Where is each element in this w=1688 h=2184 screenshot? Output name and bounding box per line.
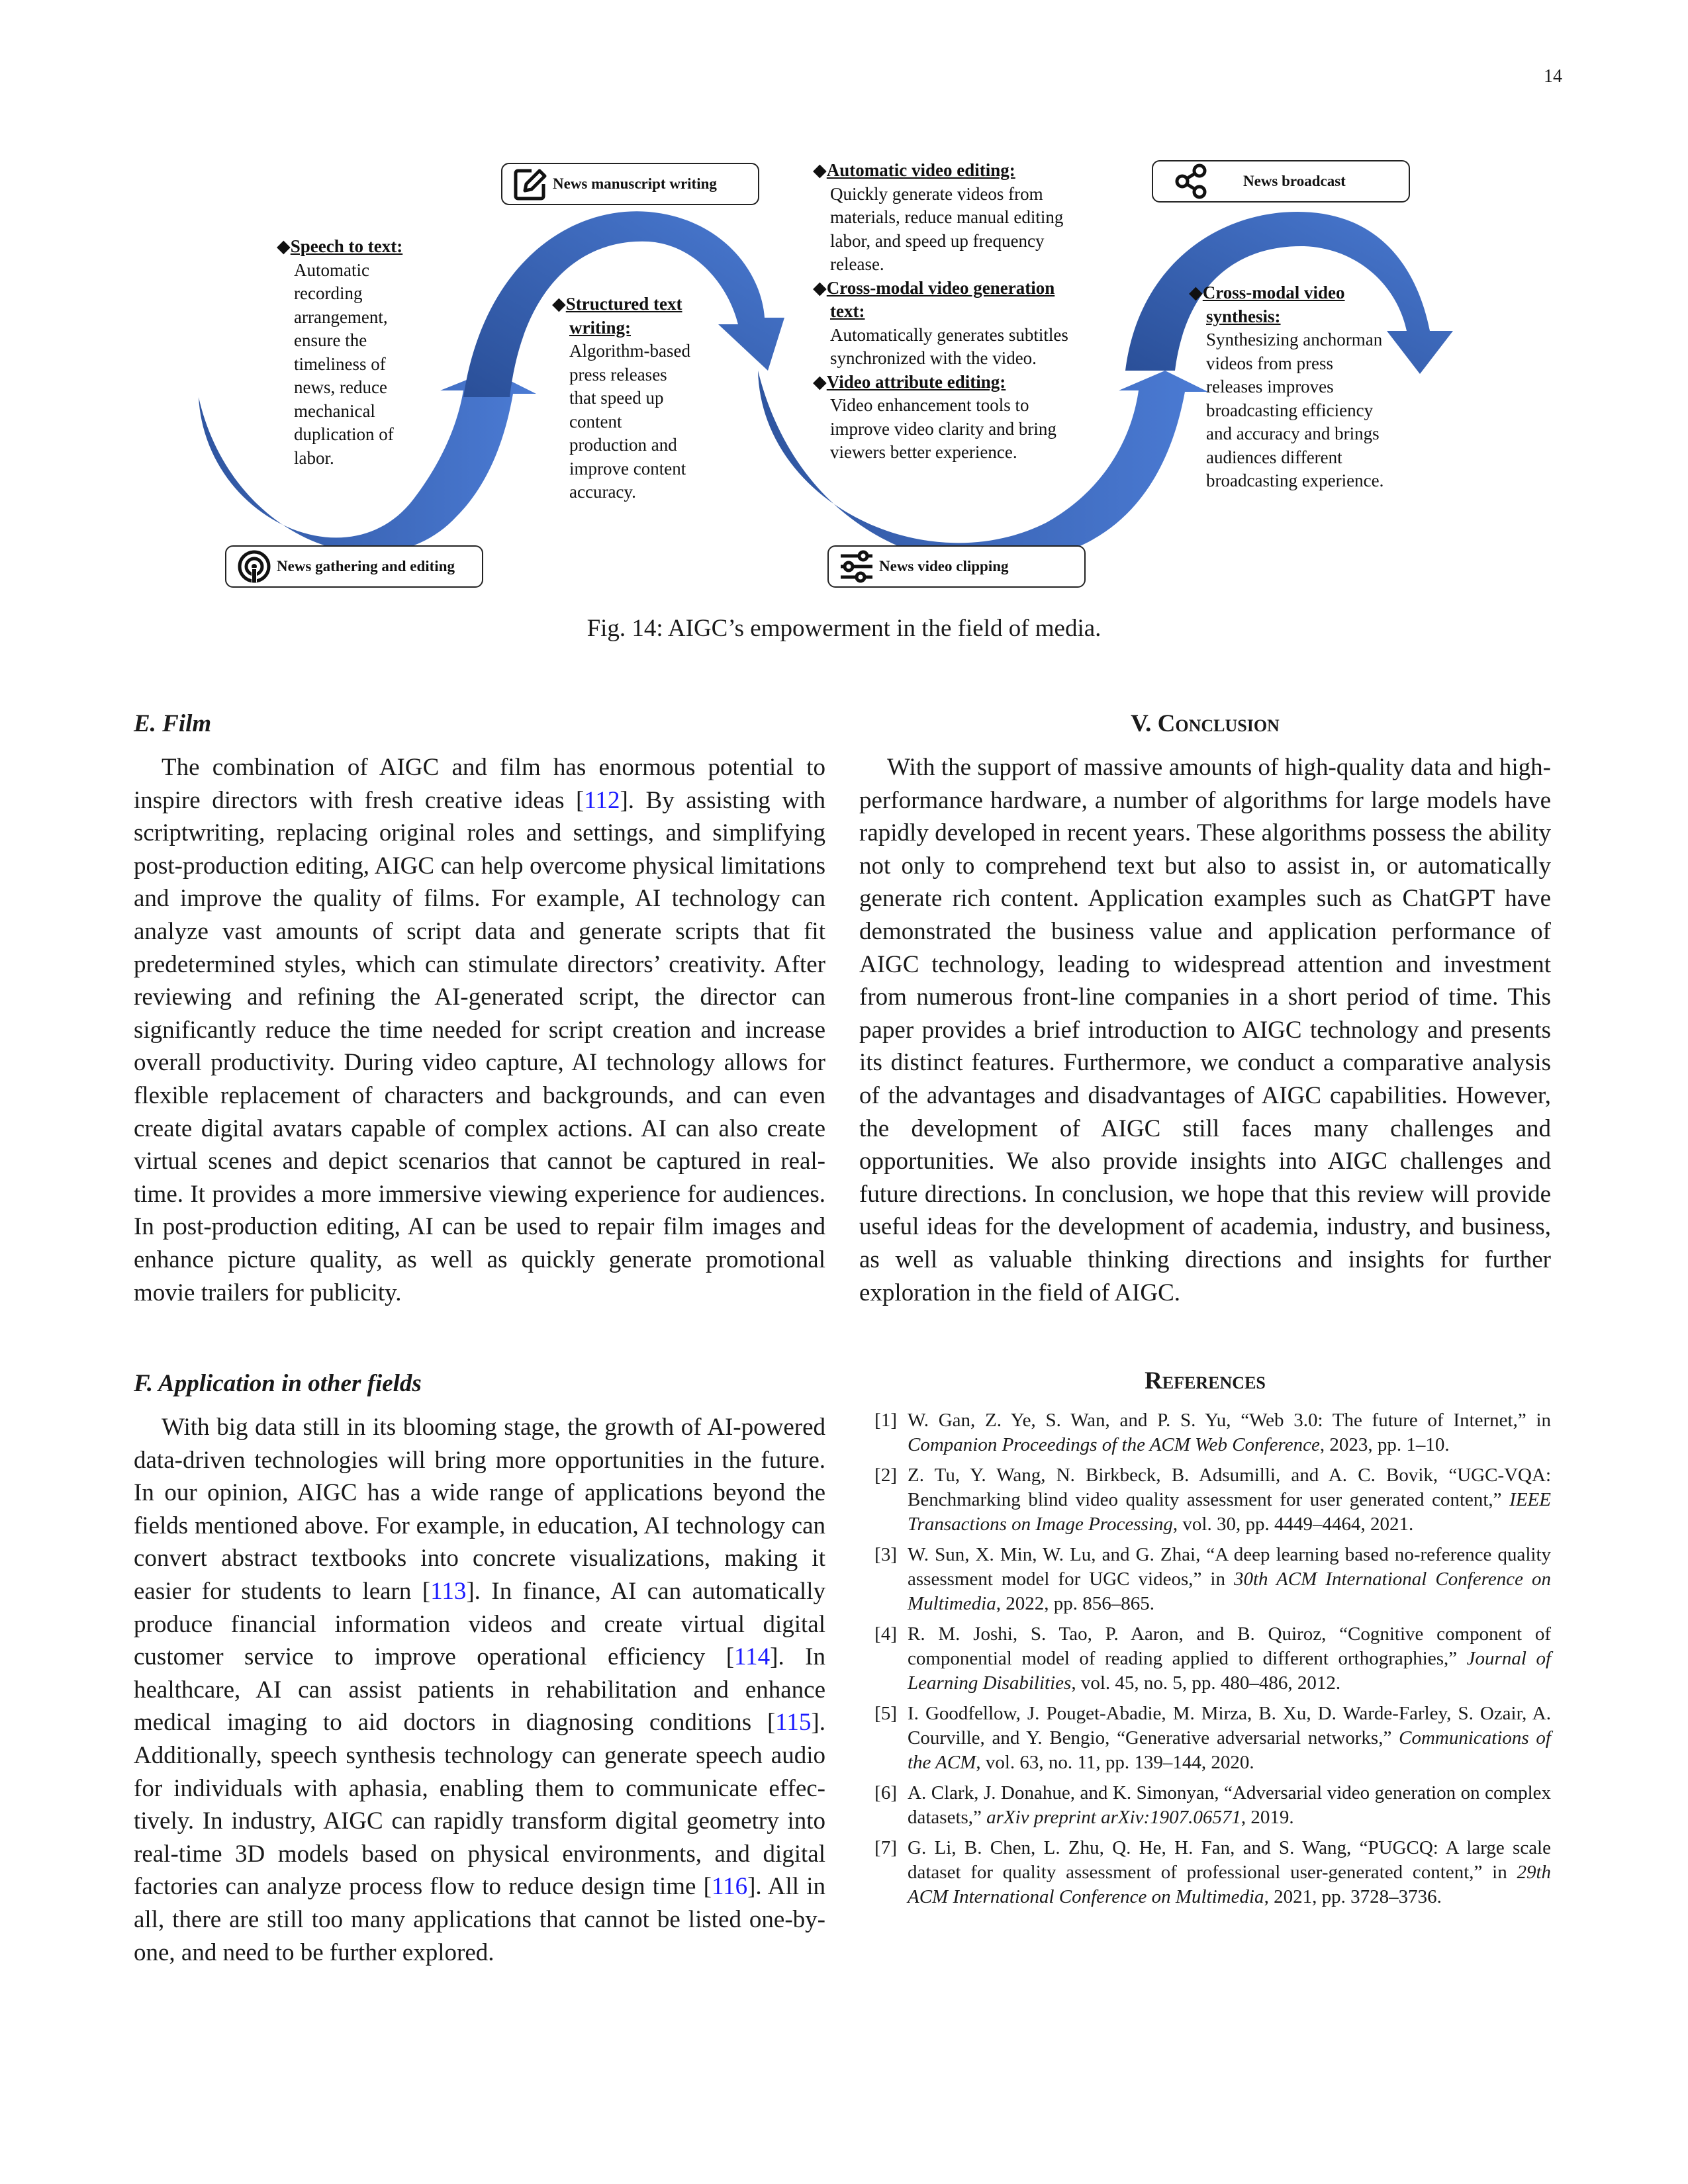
reference-number: [6] [874, 1782, 897, 1804]
structured-line: press releases [569, 364, 667, 385]
speech-line: arrangement, [294, 306, 388, 327]
cross-gen-heading: Cross-modal video generation [826, 277, 1055, 298]
right-column [859, 705, 1551, 1915]
film-text: The combination of AIGC and film has enormous potential to inspire directors with fresh creative ideas [ [134, 754, 825, 814]
news-clipping-label: News video clipping [879, 558, 1009, 574]
reference-text: I. Goodfellow, J. Pouget-Abadie, M. Mirza, B. Xu, D. Warde-Farley, S. Ozair, A. Courville, and Y. Bengio, “Generative adversarial networks,” Communications of the ACM, vol. 63, no. 11, pp. 139–144, 2020. [908, 1703, 1551, 1774]
structured-heading: Structured text [565, 294, 682, 314]
news-broadcast-box [1152, 160, 1410, 203]
citation-link[interactable]: 114 [734, 1643, 771, 1671]
cross-syn-line: broadcasting efficiency [1206, 400, 1374, 420]
cross-gen-line: synchronized with the video. [830, 348, 1037, 368]
reference-number: [3] [874, 1544, 897, 1566]
reference-number: [5] [874, 1703, 897, 1725]
reference-item [859, 1622, 1551, 1696]
speech-line: timeliness of [294, 353, 386, 374]
section-heading-references: References [1145, 1367, 1266, 1395]
reference-venue: arXiv preprint arXiv:1907.06571 [986, 1807, 1241, 1829]
news-gathering-box [225, 545, 483, 588]
citation-link[interactable]: 116 [711, 1873, 748, 1901]
structured-line: content [569, 411, 622, 432]
reference-item [859, 1463, 1551, 1537]
attr-edit-heading: Video attribute editing: [826, 371, 1006, 392]
other-text: With big data still in its blooming stage, the growth of AI-powered data-driven technologies will bring more opportunities in the future. In our opinion, AIGC has a wide range of applications beyond the fields mentioned above. For example, in education, AI technology can convert abstract textbooks into concrete visualizations, making it easier for students to learn [ [134, 1414, 825, 1606]
speech-line: recording [294, 283, 363, 303]
attr-edit-line: viewers better experience. [830, 442, 1017, 462]
figure-14 [0, 0, 1688, 662]
cross-gen-heading-2: text: [830, 301, 865, 321]
reference-venue: Companion Proceedings of the ACM Web Conference [908, 1434, 1320, 1456]
reference-text: G. Li, B. Chen, L. Zhu, Q. He, H. Fan, and S. Wang, “PUGCQ: A large scale dataset for quality assessment of professional user-generated content,” in 29th ACM International Conference on Multimedia, 2021, pp. 3728–3736. [908, 1837, 1551, 1908]
other-text: ]. In finance, AI can automatically produce financial information videos and create virtual digital customer service to improve operational efficiency [ [134, 1578, 825, 1671]
news-gathering-label: News gathering and editing [277, 558, 455, 574]
reference-list [859, 1408, 1551, 1909]
citation-link[interactable]: 112 [584, 786, 620, 814]
speech-to-text-block: ◆Speech to text: Automatic recording arrangement, ensure the timeliness of news, reduce mechanical duplication of labor. [277, 235, 442, 470]
speech-heading: Speech to text: [290, 236, 403, 256]
news-clipping-box [827, 545, 1086, 588]
structured-line: accuracy. [569, 482, 636, 502]
video-editing-block: ◆Automatic video editing: Quickly generate videos from materials, reduce manual editing labor, and speed up frequency release. ◆Cross-modal video generation text: Automatically generates subtitles synchronized with the video. ◆Video attribute editing: Video enhancement tools to improve video clarity and bring viewers better experience. [813, 159, 1104, 465]
reference-venue: 29th ACM International Conference on Multimedia [908, 1862, 1551, 1908]
reference-item [859, 1836, 1551, 1909]
other-text: ]. Additionally, speech synthesis technology can generate speech audio for individuals with aphasia, enabling them to communicate effectively. In industry, AIGC can rapidly transform digital geometry into real-time 3D models based on physical environments, and digital factories can analyze process flow to reduce design time [ [134, 1709, 825, 1901]
cross-syn-line: Synthesizing anchorman [1206, 330, 1383, 349]
reference-text: Z. Tu, Y. Wang, N. Birkbeck, B. Adsumilli, and A. C. Bovik, “UGC-VQA: Benchmarking blind video quality assessment for user generated content,” IEEE Transactions on Image Processing, vol. 30, pp. 4449–4464, 2021. [908, 1465, 1551, 1535]
auto-edit-line: materials, reduce manual editing [830, 207, 1064, 227]
cross-syn-line: broadcasting experience. [1206, 471, 1384, 490]
cross-syn-line: and accuracy and brings [1206, 424, 1380, 443]
citation-link[interactable]: 113 [430, 1578, 467, 1606]
section-heading-film: E. Film [134, 710, 212, 737]
figure-caption: Fig. 14: AIGC’s empowerment in the field of media. [586, 615, 1102, 642]
reference-venue: Journal of Learning Disabilities [908, 1648, 1551, 1694]
auto-edit-heading: Automatic video editing: [826, 160, 1015, 180]
reference-text: W. Gan, Z. Ye, S. Wan, and P. S. Yu, “Web 3.0: The future of Internet,” in Companion Proceedings of the ACM Web Conference, 2023, pp. 1–10. [908, 1410, 1551, 1456]
reference-text: A. Clark, J. Donahue, and K. Simonyan, “Adversarial video generation on complex datasets,” arXiv preprint arXiv:1907.06571, 2019. [908, 1782, 1551, 1829]
reference-text: R. M. Joshi, S. Tao, P. Aaron, and B. Quiroz, “Cognitive component of componential model of reading applied to different orthographies,” Journal of Learning Disabilities, vol. 45, no. 5, pp. 480–486, 2012. [908, 1623, 1551, 1694]
reference-venue: 30th ACM International Conference on Multimedia [908, 1569, 1551, 1615]
sliders-icon [838, 548, 875, 585]
news-broadcast-label: News broadcast [1243, 173, 1346, 189]
reference-text: W. Sun, X. Min, W. Lu, and G. Zhai, “A deep learning based no-reference quality assessment model for UGC videos,” in 30th ACM International Conference on Multimedia, 2022, pp. 856–865. [908, 1544, 1551, 1615]
structured-line: that speed up [569, 388, 664, 408]
speech-line: news, reduce [294, 377, 387, 397]
share-nodes-icon [1173, 163, 1210, 200]
cross-gen-line: Automatically generates subtitles [830, 324, 1068, 345]
cross-syn-heading-2: synthesis: [1206, 306, 1281, 326]
auto-edit-line: release. [830, 254, 884, 274]
other-fields-paragraph [134, 1411, 825, 1969]
reference-number: [2] [874, 1465, 897, 1486]
auto-edit-line: Quickly generate videos from [830, 183, 1043, 204]
podcast-icon [236, 548, 273, 585]
cross-syn-line: videos from press [1206, 353, 1333, 373]
cross-syn-line: releases improves [1206, 377, 1334, 396]
speech-line: mechanical [294, 400, 375, 421]
structured-line: improve content [569, 458, 686, 478]
reference-number: [1] [874, 1410, 897, 1432]
attr-edit-line: Video enhancement tools to [830, 395, 1029, 415]
reference-number: [7] [874, 1837, 897, 1859]
news-manuscript-label: News manuscript writing [553, 175, 717, 192]
speech-line: labor. [294, 447, 334, 468]
structured-line: production and [569, 435, 677, 455]
structured-text-block: ◆Structured text writing: Algorithm-based press releases that speed up content production and improve content accuracy. [552, 293, 724, 504]
left-column [134, 705, 825, 1969]
attr-edit-line: improve video clarity and bring [830, 418, 1056, 439]
reference-venue: Communications of the ACM [908, 1727, 1551, 1774]
speech-line: Automatic [294, 259, 369, 280]
reference-venue: IEEE Transactions on Image Processing [908, 1489, 1551, 1535]
film-paragraph [134, 751, 825, 1309]
section-heading-conclusion: V. Conclusion [1131, 710, 1280, 737]
other-text: ]. In healthcare, AI can assist patients in rehabilitation and enhance medical imaging to aid doctors in diagnosing conditions [ [134, 1643, 825, 1737]
cross-synthesis-block: ◆Cross-modal video synthesis: Synthesizing anchorman videos from press releases improves broadcasting efficiency and accuracy and brings audiences different broadcasting experience. [1189, 281, 1427, 493]
reference-number: [4] [874, 1623, 897, 1645]
speech-line: duplication of [294, 424, 394, 444]
news-manuscript-box [501, 163, 759, 205]
page-number: 14 [1544, 66, 1562, 87]
film-text: ]. By assisting with scriptwriting, replacing original roles and settings, and simplifying post-production editing, AIGC can help overcome physical limitations and improve the quality of films. For example, AI technology can analyze vast amounts of script data and generate scripts that fit predetermined styles, which can stimulate directors’ creativity. After reviewing and refining the AI-generated script, the director can significantly reduce the time needed for script creation and increase overall productivity. During video capture, AI technology allows for flexible replacement of characters and backgrounds, and can even create digital avatars capable of complex actions. AI can also create virtual scenes and depict scenarios that cannot be captured in real-time. It provides a more immersive viewing experience for audiences. In post-production editing, AI can be used to repair film images and enhance picture quality, as well as quickly generate promotional movie trailers for publicity. [134, 786, 825, 1306]
conclusion-paragraph: With the support of massive amounts of high-quality data and high-performance hardware, a number of algorithms for large models have rapidly developed in recent years. These algorithms possess the ability not only to comprehend text but also to assist in, or automatically generate rich content. Application examples such as ChatGPT have demonstrated the business value and application performance of AIGC technology, leading to widespread attention and investment from numerous front-line companies in a short period of time. This paper provides a brief introduction to AIGC technology and presents its distinct features. Furthermore, we conduct a comparative analysis of the advantages and disadvantages of AIGC capabilities. However, the development of AIGC still faces many challenges and opportunities. We also provide insights into AIGC challenges and future directions. In conclusion, we hope that this review will provide useful ideas for the development of academia, industry, and business, as well as valuable thinking directions and insights for further exploration in the field of AIGC. [859, 754, 1551, 1306]
speech-line: ensure the [294, 330, 367, 350]
auto-edit-line: labor, and speed up frequency [830, 230, 1045, 251]
structured-line: Algorithm-based [569, 341, 690, 361]
other-text: ]. All in all, there are still too many applications that cannot be listed one-by-one, and need to be further explored. [134, 1873, 825, 1966]
reference-item [859, 1408, 1551, 1457]
section-heading-other-fields: F. Application in other fields [134, 1370, 422, 1398]
reference-item [859, 1543, 1551, 1616]
structured-heading-2: writing: [569, 317, 631, 338]
cross-syn-heading: Cross-modal video [1202, 283, 1345, 302]
cross-syn-line: audiences different [1206, 447, 1342, 467]
pen-square-icon [512, 165, 549, 203]
reference-item [859, 1702, 1551, 1775]
citation-link[interactable]: 115 [775, 1709, 812, 1737]
reference-item [859, 1781, 1551, 1830]
